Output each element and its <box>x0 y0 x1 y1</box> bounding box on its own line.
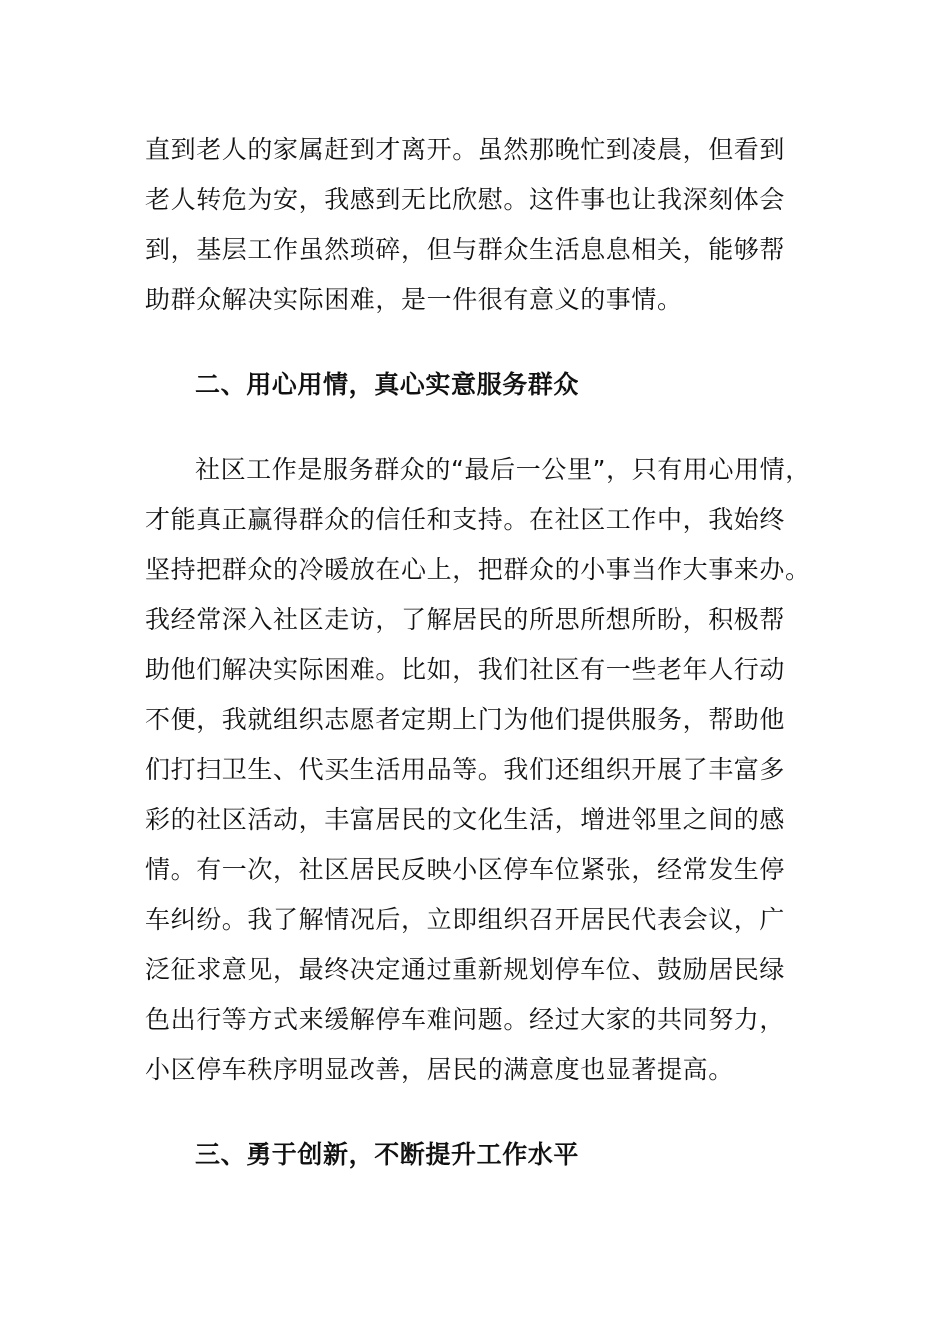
body-text-line: 我经常深入社区走访，了解居民的所思所想所盼，积极帮 <box>145 605 786 634</box>
body-text-line: 直到老人的家属赶到才离开。虽然那晚忙到凌晨，但看到 <box>145 135 786 164</box>
body-text-line: 才能真正赢得群众的信任和支持。在社区工作中，我始终 <box>145 505 786 534</box>
body-text-line: 小区停车秩序明显改善，居民的满意度也显著提高。 <box>145 1055 734 1084</box>
body-text-line: 色出行等方式来缓解停车难问题。经过大家的共同努力， <box>145 1005 786 1034</box>
body-text-line: 社区工作是服务群众的“最后一公里”，只有用心用情， <box>195 455 811 484</box>
body-text-line: 助他们解决实际困难。比如，我们社区有一些老年人行动 <box>145 655 786 684</box>
body-text-line: 老人转危为安，我感到无比欣慰。这件事也让我深刻体会 <box>145 185 786 214</box>
body-text-line: 彩的社区活动，丰富居民的文化生活，增进邻里之间的感 <box>145 805 786 834</box>
body-text-line: 坚持把群众的冷暖放在心上，把群众的小事当作大事来办。 <box>145 555 811 584</box>
body-text-line: 泛征求意见，最终决定通过重新规划停车位、鼓励居民绿 <box>145 955 786 984</box>
body-text-line: 们打扫卫生、代买生活用品等。我们还组织开展了丰富多 <box>145 755 786 784</box>
section-heading-three: 三、勇于创新，不断提升工作水平 <box>195 1140 580 1169</box>
body-text-line: 车纠纷。我了解情况后，立即组织召开居民代表会议，广 <box>145 905 786 934</box>
body-text-line: 助群众解决实际困难，是一件很有意义的事情。 <box>145 285 683 314</box>
body-text-line: 不便，我就组织志愿者定期上门为他们提供服务，帮助他 <box>145 705 786 734</box>
section-heading-two: 二、用心用情，真心实意服务群众 <box>195 370 580 399</box>
body-text-line: 情。有一次，社区居民反映小区停车位紧张，经常发生停 <box>145 855 786 884</box>
body-text-line: 到，基层工作虽然琐碎，但与群众生活息息相关，能够帮 <box>145 235 786 264</box>
